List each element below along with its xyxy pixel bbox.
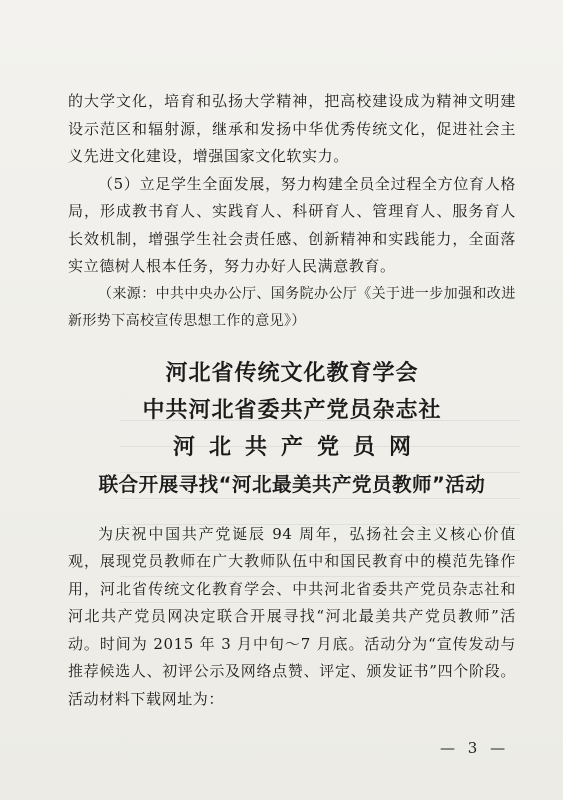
title-block [68,355,516,503]
heading-activity: 联合开展寻找“河北最美共产党员教师”活动 [98,472,486,496]
body-section [68,521,516,714]
page-number: — 3 — [440,739,510,757]
paragraph-activity-announcement: 为庆祝中国共产党诞辰 94 周年，弘扬社会主义核心价值观，展现党员教师在广大教师队伍中和国民教育中的模范先锋作用，河北省传统文化教育学会、中共河北省委共产党员杂志社和河北共产党员网决定联合开展寻找“河北最美共产党员教师”活动。时间为 2015 年 3 月中旬～7 月底。活动分为“宣传发动与推荐候选人、初评公示及网络点赞、评定、颁发证书”四个阶段。活动材料下载网址为： [68,524,516,708]
heading-magazine: 中共河北省委共产党员杂志社 [142,397,442,423]
heading-website: 河北共产党员网 [172,434,425,460]
source-note: （来源：中共中央办公厅、国务院办公厅《关于进一步加强和改进新形势下高校宣传思想工作的意见》） [68,285,516,329]
paragraph-student-development: （5）立足学生全面发展，努力构建全员全过程全方位育人格局，形成教书育人、实践育人、科研育人、管理育人、服务育人长效机制，增强学生社会责任感、创新精神和实践能力，全面落实立德树人根本任务，努力办好人民满意教育。 [68,174,516,275]
page-content [68,88,516,713]
paragraph-culture: 的大学文化，培育和弘扬大学精神，把高校建设成为精神文明建设示范区和辐射源，继承和发扬中华优秀传统文化，促进社会主义先进文化建设，增强国家文化软实力。 [68,92,516,165]
heading-society: 河北省传统文化教育学会 [165,360,419,386]
